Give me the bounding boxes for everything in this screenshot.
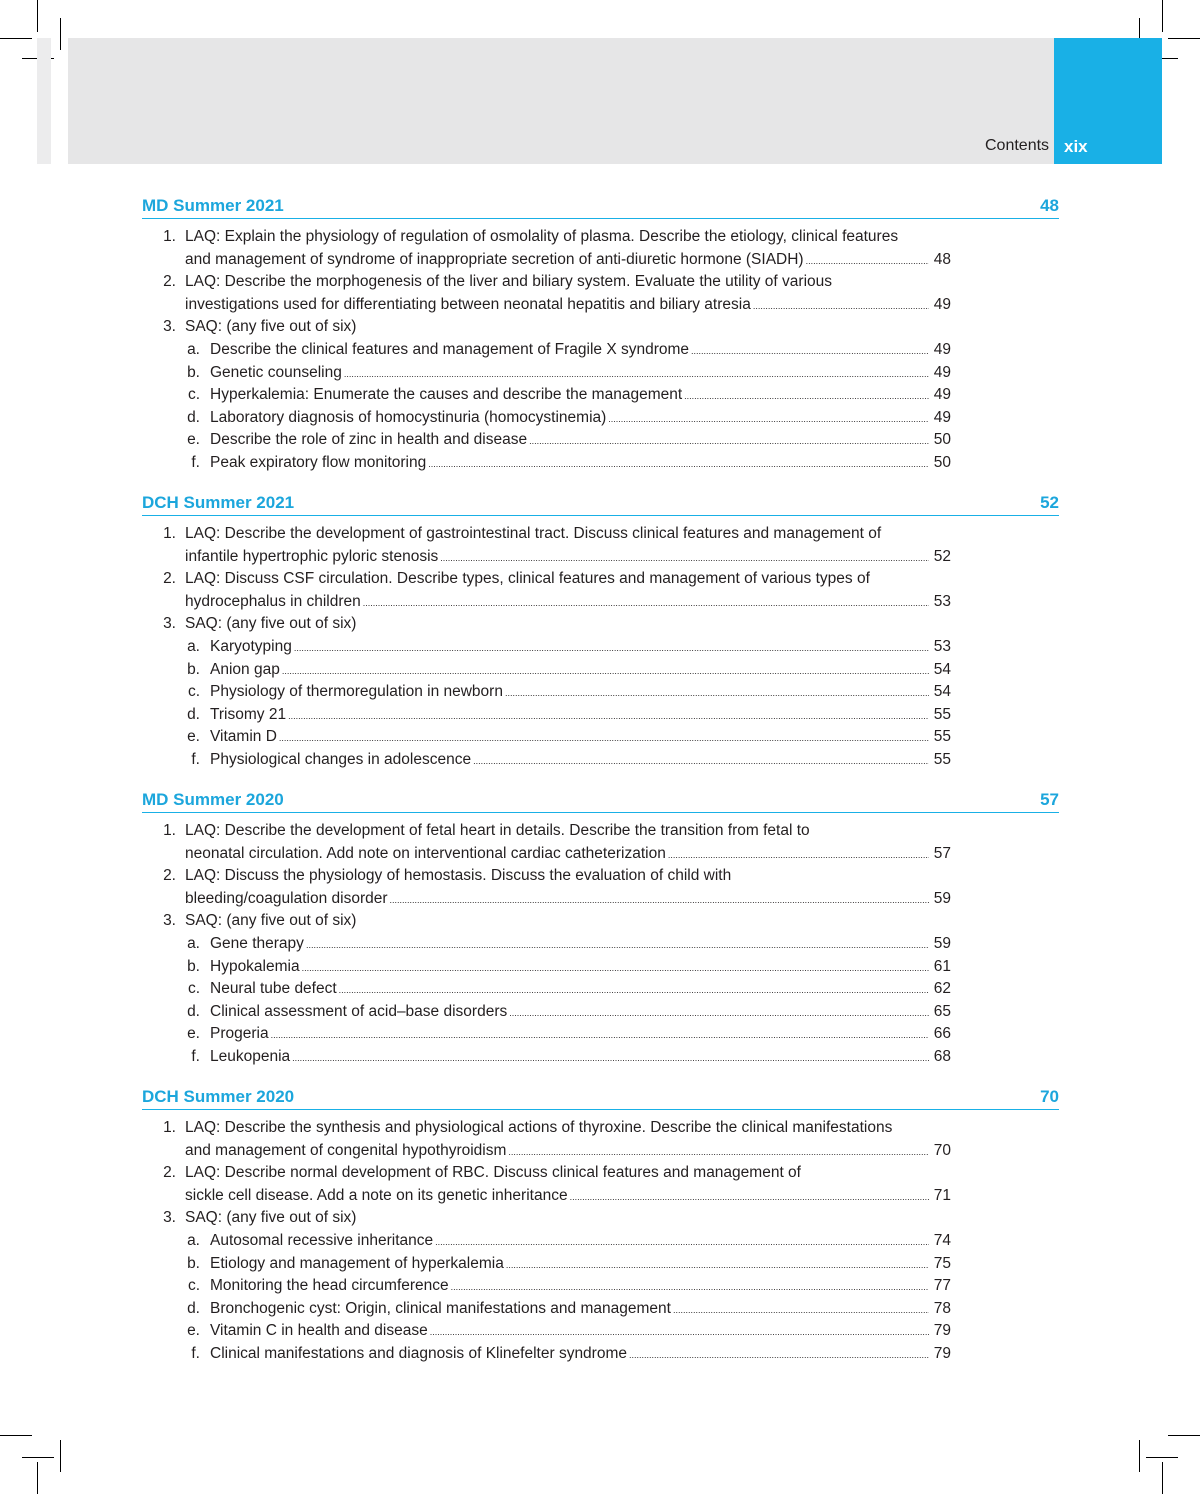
toc-entry-text: LAQ: Discuss CSF circulation. Describe types, clinical features and management of various types of bbox=[185, 570, 870, 588]
contents-section bbox=[142, 1083, 1059, 1366]
toc-entry-text: Laboratory diagnosis of homocystinuria (homocystinemia) bbox=[210, 407, 606, 430]
toc-entry-line[interactable] bbox=[142, 820, 1059, 843]
toc-entry-page: 75 bbox=[933, 1254, 951, 1272]
subitem-letter: e. bbox=[187, 1025, 200, 1043]
toc-entry-page: 53 bbox=[933, 637, 951, 655]
dot-leader bbox=[451, 1278, 929, 1296]
dot-leader bbox=[430, 1323, 929, 1341]
toc-subentry[interactable] bbox=[142, 726, 1059, 749]
toc-entry-text: Describe the role of zinc in health and disease bbox=[210, 429, 527, 452]
item-number: 3. bbox=[163, 615, 176, 633]
toc-entry-page: 49 bbox=[933, 386, 951, 404]
toc-leader bbox=[210, 636, 951, 659]
dot-leader bbox=[435, 1233, 929, 1251]
toc-entry-text: Genetic counseling bbox=[210, 362, 342, 385]
toc-entry-page: 57 bbox=[933, 844, 951, 862]
dot-leader bbox=[339, 981, 929, 999]
toc-leader bbox=[210, 704, 951, 727]
item-number: 3. bbox=[163, 1209, 176, 1227]
toc-leader bbox=[210, 681, 951, 704]
dot-leader bbox=[390, 891, 929, 909]
saq-label: SAQ: (any five out of six) bbox=[185, 615, 357, 633]
toc-subentry[interactable] bbox=[142, 1001, 1059, 1024]
toc-entry-text: LAQ: Describe normal development of RBC. Discuss clinical features and management of bbox=[185, 1164, 801, 1182]
toc-leader bbox=[210, 407, 951, 430]
toc-entry-page: 52 bbox=[933, 547, 951, 565]
toc-entry-page: 77 bbox=[933, 1277, 951, 1295]
dot-leader bbox=[363, 594, 929, 612]
toc-leader bbox=[210, 1001, 951, 1024]
crop-mark bbox=[60, 1440, 61, 1472]
dot-leader bbox=[570, 1188, 929, 1206]
toc-subentry[interactable] bbox=[142, 933, 1059, 956]
toc-entry-text: LAQ: Describe the synthesis and physiological actions of thyroxine. Describe the clinical manifestations bbox=[185, 1119, 893, 1136]
toc-leader bbox=[185, 1185, 951, 1208]
toc-subentry[interactable] bbox=[142, 1023, 1059, 1046]
crop-mark bbox=[1139, 1440, 1140, 1472]
subitem-letter: d. bbox=[187, 705, 200, 723]
section-heading[interactable] bbox=[142, 489, 1059, 516]
toc-entry-text: and management of congenital hypothyroidism bbox=[185, 1140, 506, 1163]
subitem-letter: b. bbox=[187, 363, 200, 381]
toc-entry-text: LAQ: Describe the morphogenesis of the liver and biliary system. Evaluate the utility of various bbox=[185, 273, 833, 291]
subitem-letter: d. bbox=[187, 1299, 200, 1317]
running-header: Contents bbox=[985, 137, 1050, 154]
item-number: 2. bbox=[163, 570, 176, 588]
dot-leader bbox=[306, 936, 929, 954]
toc-entry[interactable] bbox=[142, 1185, 1059, 1208]
toc-leader bbox=[185, 294, 951, 317]
toc-entry-text: infantile hypertrophic pyloric stenosis bbox=[185, 546, 438, 569]
crop-mark bbox=[1146, 1457, 1178, 1458]
section-heading[interactable] bbox=[142, 192, 1059, 219]
toc-subentry[interactable] bbox=[142, 429, 1059, 452]
crop-mark bbox=[1162, 0, 1163, 32]
toc-entry-page: 54 bbox=[933, 660, 951, 678]
header-band-edge bbox=[37, 38, 51, 164]
item-number: 1. bbox=[163, 228, 176, 245]
toc-entry-line[interactable] bbox=[142, 271, 1059, 294]
item-number: 2. bbox=[163, 867, 176, 885]
toc-entry-text: Progeria bbox=[210, 1023, 269, 1046]
item-number: 2. bbox=[163, 1164, 176, 1182]
item-number: 1. bbox=[163, 822, 176, 839]
toc-entry-page: 71 bbox=[933, 1186, 951, 1204]
contents-section bbox=[142, 192, 1059, 475]
crop-mark bbox=[1168, 38, 1200, 39]
toc-leader bbox=[210, 933, 951, 956]
subitem-letter: b. bbox=[187, 957, 200, 975]
crop-mark bbox=[1162, 1462, 1163, 1494]
toc-subentry[interactable] bbox=[142, 749, 1059, 772]
dot-leader bbox=[673, 1301, 929, 1319]
toc-entry-page: 49 bbox=[933, 408, 951, 426]
toc-entry-text: LAQ: Describe the development of gastrointestinal tract. Discuss clinical features and management of bbox=[185, 525, 882, 542]
toc-entry[interactable] bbox=[142, 888, 1059, 911]
toc-entry-page: 61 bbox=[933, 957, 951, 975]
toc-entry-line[interactable] bbox=[142, 1162, 1059, 1185]
toc-leader bbox=[210, 659, 951, 682]
dot-leader bbox=[508, 1143, 929, 1161]
toc-leader bbox=[210, 749, 951, 772]
subitem-letter: b. bbox=[187, 1254, 200, 1272]
toc-entry-line[interactable] bbox=[142, 1117, 1059, 1140]
crop-mark bbox=[60, 18, 61, 50]
dot-leader bbox=[505, 684, 929, 702]
contents-section bbox=[142, 489, 1059, 772]
saq-heading bbox=[142, 316, 1059, 339]
toc-entry-text: Clinical assessment of acid–base disorders bbox=[210, 1001, 507, 1024]
dot-leader bbox=[288, 707, 929, 725]
saq-label: SAQ: (any five out of six) bbox=[185, 1209, 357, 1227]
subitem-letter: e. bbox=[187, 1322, 200, 1340]
toc-entry-text: neonatal circulation. Add note on interventional cardiac catheterization bbox=[185, 843, 666, 866]
toc-subentry[interactable] bbox=[142, 659, 1059, 682]
toc-subentry[interactable] bbox=[142, 978, 1059, 1001]
toc-entry[interactable] bbox=[142, 843, 1059, 866]
item-number: 3. bbox=[163, 912, 176, 930]
toc-entry-text: Trisomy 21 bbox=[210, 704, 286, 727]
subitem-letter: d. bbox=[187, 408, 200, 426]
subitem-letter: e. bbox=[187, 728, 200, 746]
dot-leader bbox=[608, 410, 929, 428]
subitem-letter: d. bbox=[187, 1002, 200, 1020]
subitem-letter: f. bbox=[191, 1344, 200, 1362]
toc-leader bbox=[210, 362, 951, 385]
toc-entry-page: 50 bbox=[933, 431, 951, 449]
toc-entry[interactable] bbox=[142, 546, 1059, 569]
section-items bbox=[142, 1117, 1059, 1366]
toc-entry-line[interactable] bbox=[142, 865, 1059, 888]
toc-entry-text: sickle cell disease. Add a note on its genetic inheritance bbox=[185, 1185, 568, 1208]
toc-entry-line[interactable] bbox=[142, 523, 1059, 546]
toc-leader bbox=[210, 1046, 951, 1069]
section-page: 57 bbox=[1040, 790, 1059, 809]
dot-leader bbox=[294, 639, 929, 657]
toc-subentry[interactable] bbox=[142, 1275, 1059, 1298]
toc-entry-text: Karyotyping bbox=[210, 636, 292, 659]
toc-leader bbox=[210, 429, 951, 452]
contents-section bbox=[142, 786, 1059, 1069]
toc-subentry[interactable] bbox=[142, 1343, 1059, 1366]
toc-leader bbox=[185, 843, 951, 866]
section-items bbox=[142, 820, 1059, 1069]
toc-leader bbox=[185, 591, 951, 614]
toc-entry-text: Autosomal recessive inheritance bbox=[210, 1230, 433, 1253]
toc-entry-page: 74 bbox=[933, 1231, 951, 1249]
dot-leader bbox=[668, 846, 929, 864]
toc-subentry[interactable] bbox=[142, 636, 1059, 659]
toc-entry-line[interactable] bbox=[142, 568, 1059, 591]
toc-entry-text: LAQ: Explain the physiology of regulation of osmolality of plasma. Describe the etiology, clinical features bbox=[185, 228, 899, 245]
toc-subentry[interactable] bbox=[142, 704, 1059, 727]
crop-mark bbox=[37, 0, 38, 32]
toc-entry-page: 54 bbox=[933, 683, 951, 701]
subitem-letter: c. bbox=[187, 683, 200, 701]
dot-leader bbox=[302, 959, 929, 977]
section-title: MD Summer 2020 bbox=[142, 790, 284, 809]
toc-entry-page: 53 bbox=[933, 592, 951, 610]
toc-entry-text: Hypokalemia bbox=[210, 956, 300, 979]
crop-mark bbox=[0, 38, 32, 39]
saq-label: SAQ: (any five out of six) bbox=[185, 318, 357, 336]
toc-entry-page: 65 bbox=[933, 1002, 951, 1020]
toc-subentry[interactable] bbox=[142, 1046, 1059, 1069]
dot-leader bbox=[282, 662, 929, 680]
saq-heading bbox=[142, 910, 1059, 933]
toc-subentry[interactable] bbox=[142, 1320, 1059, 1343]
toc-leader bbox=[185, 888, 951, 911]
toc-leader bbox=[210, 339, 951, 362]
section-page: 52 bbox=[1040, 493, 1059, 512]
toc-entry-text: Hyperkalemia: Enumerate the causes and describe the management bbox=[210, 384, 682, 407]
toc-entry-text: Gene therapy bbox=[210, 933, 304, 956]
section-title: DCH Summer 2021 bbox=[142, 493, 295, 512]
toc-entry-text: LAQ: Discuss the physiology of hemostasis. Discuss the evaluation of child with bbox=[185, 867, 732, 885]
toc-entry[interactable] bbox=[142, 249, 1059, 272]
item-number: 3. bbox=[163, 318, 176, 336]
toc-leader bbox=[185, 1140, 951, 1163]
saq-label: SAQ: (any five out of six) bbox=[185, 912, 357, 930]
toc-entry-page: 79 bbox=[933, 1344, 951, 1362]
crop-mark bbox=[37, 1462, 38, 1494]
toc-leader bbox=[210, 1343, 951, 1366]
toc-entry-page: 62 bbox=[933, 980, 951, 998]
toc-entry-page: 59 bbox=[933, 934, 951, 952]
dot-leader bbox=[753, 297, 929, 315]
toc-entry-page: 55 bbox=[933, 728, 951, 746]
saq-heading bbox=[142, 1207, 1059, 1230]
toc-entry-page: 55 bbox=[933, 705, 951, 723]
subitem-letter: c. bbox=[187, 1277, 200, 1295]
toc-entry-text: Vitamin D bbox=[210, 726, 277, 749]
subitem-letter: a. bbox=[187, 1231, 200, 1249]
toc-subentry[interactable] bbox=[142, 681, 1059, 704]
toc-entry-text: Clinical manifestations and diagnosis of Klinefelter syndrome bbox=[210, 1343, 627, 1366]
toc-entry-text: bleeding/coagulation disorder bbox=[185, 888, 388, 911]
toc-subentry[interactable] bbox=[142, 1253, 1059, 1276]
toc-leader bbox=[185, 249, 951, 272]
toc-leader bbox=[210, 1320, 951, 1343]
section-page: 48 bbox=[1040, 196, 1059, 215]
toc-entry-text: Leukopenia bbox=[210, 1046, 290, 1069]
dot-leader bbox=[428, 455, 929, 473]
saq-heading bbox=[142, 613, 1059, 636]
toc-entry[interactable] bbox=[142, 294, 1059, 317]
toc-entry-text: Describe the clinical features and management of Fragile X syndrome bbox=[210, 339, 689, 362]
toc-subentry[interactable] bbox=[142, 362, 1059, 385]
item-number: 1. bbox=[163, 525, 176, 542]
subitem-letter: f. bbox=[191, 750, 200, 768]
toc-leader bbox=[185, 546, 951, 569]
toc-leader bbox=[210, 452, 951, 475]
toc-entry-page: 49 bbox=[933, 340, 951, 358]
toc-subentry[interactable] bbox=[142, 1230, 1059, 1253]
toc-leader bbox=[210, 1230, 951, 1253]
toc-entry-text: Neural tube defect bbox=[210, 978, 337, 1001]
toc-leader bbox=[210, 1298, 951, 1321]
toc-leader bbox=[210, 384, 951, 407]
item-number: 2. bbox=[163, 273, 176, 291]
section-heading[interactable] bbox=[142, 1083, 1059, 1110]
toc-entry[interactable] bbox=[142, 591, 1059, 614]
crop-mark bbox=[22, 1457, 54, 1458]
toc-entry-text: hydrocephalus in children bbox=[185, 591, 361, 614]
toc-entry-text: Peak expiratory flow monitoring bbox=[210, 452, 426, 475]
dot-leader bbox=[509, 1004, 929, 1022]
toc-subentry[interactable] bbox=[142, 452, 1059, 475]
toc-entry-page: 49 bbox=[933, 363, 951, 381]
toc-leader bbox=[210, 1275, 951, 1298]
section-page: 70 bbox=[1040, 1087, 1059, 1106]
item-number: 1. bbox=[163, 1119, 176, 1136]
toc-entry-text: Physiology of thermoregulation in newborn bbox=[210, 681, 503, 704]
section-items bbox=[142, 523, 1059, 772]
toc-entry-page: 66 bbox=[933, 1025, 951, 1043]
toc-entry-text: Monitoring the head circumference bbox=[210, 1275, 449, 1298]
toc-subentry[interactable] bbox=[142, 956, 1059, 979]
subitem-letter: a. bbox=[187, 934, 200, 952]
toc-entry-text: LAQ: Describe the development of fetal heart in details. Describe the transition from fetal to bbox=[185, 822, 810, 839]
toc-subentry[interactable] bbox=[142, 407, 1059, 430]
toc-entry-text: Vitamin C in health and disease bbox=[210, 1320, 428, 1343]
section-title: DCH Summer 2020 bbox=[142, 1087, 295, 1106]
toc-entry[interactable] bbox=[142, 1140, 1059, 1163]
subitem-letter: b. bbox=[187, 660, 200, 678]
toc-leader bbox=[210, 726, 951, 749]
page-number: xix bbox=[1064, 137, 1088, 156]
subitem-letter: a. bbox=[187, 340, 200, 358]
section-heading[interactable] bbox=[142, 786, 1059, 813]
section-title: MD Summer 2021 bbox=[142, 196, 284, 215]
toc-entry-text: and management of syndrome of inappropriate secretion of anti-diuretic hormone (SIADH) bbox=[185, 249, 804, 272]
section-items bbox=[142, 226, 1059, 475]
dot-leader bbox=[806, 252, 929, 270]
toc-leader bbox=[210, 956, 951, 979]
toc-leader bbox=[210, 978, 951, 1001]
toc-subentry[interactable] bbox=[142, 1298, 1059, 1321]
dot-leader bbox=[473, 752, 929, 770]
toc-subentry[interactable] bbox=[142, 384, 1059, 407]
toc-entry-text: Etiology and management of hyperkalemia bbox=[210, 1253, 504, 1276]
header-band bbox=[68, 38, 1054, 164]
toc-entry-line[interactable] bbox=[142, 226, 1059, 249]
toc-entry-page: 70 bbox=[933, 1141, 951, 1159]
toc-entry-page: 50 bbox=[933, 453, 951, 471]
toc-entry-text: Physiological changes in adolescence bbox=[210, 749, 471, 772]
crop-mark bbox=[0, 1435, 32, 1436]
toc-entry-page: 55 bbox=[933, 750, 951, 768]
toc-entry-page: 49 bbox=[933, 295, 951, 313]
toc-leader bbox=[210, 1253, 951, 1276]
dot-leader bbox=[529, 432, 929, 450]
subitem-letter: e. bbox=[187, 431, 200, 449]
toc-subentry[interactable] bbox=[142, 339, 1059, 362]
dot-leader bbox=[684, 387, 929, 405]
toc-entry-text: Bronchogenic cyst: Origin, clinical manifestations and management bbox=[210, 1298, 671, 1321]
toc-entry-page: 78 bbox=[933, 1299, 951, 1317]
subitem-letter: c. bbox=[187, 386, 200, 404]
dot-leader bbox=[506, 1256, 929, 1274]
dot-leader bbox=[440, 549, 929, 567]
toc-entry-text: Anion gap bbox=[210, 659, 280, 682]
dot-leader bbox=[691, 342, 929, 360]
toc-entry-page: 79 bbox=[933, 1322, 951, 1340]
dot-leader bbox=[629, 1346, 929, 1364]
toc-entry-page: 59 bbox=[933, 889, 951, 907]
dot-leader bbox=[279, 729, 929, 747]
dot-leader bbox=[344, 365, 929, 383]
toc-entry-text: investigations used for differentiating between neonatal hepatitis and biliary atresia bbox=[185, 294, 751, 317]
toc-leader bbox=[210, 1023, 951, 1046]
crop-mark bbox=[1168, 1435, 1200, 1436]
toc-entry-page: 68 bbox=[933, 1047, 951, 1065]
subitem-letter: f. bbox=[191, 453, 200, 471]
dot-leader bbox=[271, 1026, 929, 1044]
toc-entry-page: 48 bbox=[933, 250, 951, 268]
dot-leader bbox=[292, 1049, 929, 1067]
subitem-letter: f. bbox=[191, 1047, 200, 1065]
subitem-letter: c. bbox=[187, 980, 200, 998]
subitem-letter: a. bbox=[187, 637, 200, 655]
